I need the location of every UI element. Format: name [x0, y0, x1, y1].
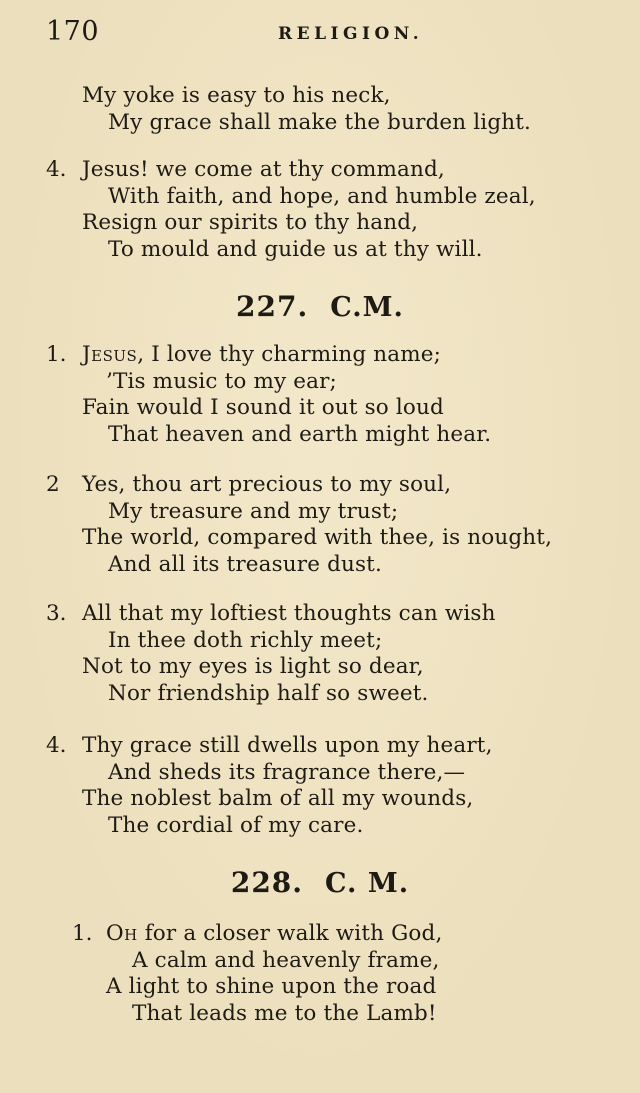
verse-initial-word: Oh [106, 921, 138, 946]
verse-line: Jesus! we come at thy command, [82, 157, 445, 182]
page-header [46, 14, 640, 54]
verse-line [82, 342, 441, 367]
verse-line: And all its treasure dust. [108, 552, 382, 577]
verse-line: That heaven and earth might hear. [108, 422, 492, 447]
verse-line: The noblest balm of all my wounds, [82, 786, 474, 811]
verse-line: To mould and guide us at thy will. [108, 237, 483, 262]
verse-initial-word: Jesus [82, 342, 138, 367]
hymn-meter: C.M. [330, 292, 404, 323]
hymn-228-heading [0, 866, 640, 899]
verse-line [106, 921, 442, 946]
verse-line: My grace shall make the burden light. [108, 110, 532, 135]
running-title: RELIGION. [278, 24, 424, 44]
verse-line: In thee doth richly meet; [108, 628, 383, 653]
verse-line: Thy grace still dwells upon my heart, [82, 733, 493, 758]
verse-line: With faith, and hope, and humble zeal, [108, 184, 536, 209]
verse-number: 4. [46, 157, 67, 182]
verse-line: That leads me to the Lamb! [132, 1001, 437, 1026]
verse-line: ’Tis music to my ear; [106, 369, 337, 394]
verse-line: My yoke is easy to his neck, [82, 83, 391, 108]
page-number: 170 [46, 16, 100, 47]
verse-line: All that my loftiest thoughts can wish [82, 601, 496, 626]
verse-number: 2 [46, 472, 60, 497]
verse-number: 1. [72, 921, 93, 946]
verse-line: Resign our spirits to thy hand, [82, 210, 419, 235]
verse-line: Fain would I sound it out so loud [82, 395, 444, 420]
verse-line: A calm and heavenly frame, [132, 948, 440, 973]
verse-line: Nor friendship half so sweet. [108, 681, 429, 706]
hymn-number: 228. [230, 866, 304, 899]
verse-line-rest: , I love thy charming name; [137, 342, 442, 367]
verse-line: The cordial of my care. [108, 813, 364, 838]
verse-line: Not to my eyes is light so dear, [82, 654, 424, 679]
verse-line: My treasure and my trust; [108, 499, 399, 524]
verse-line: And sheds its fragrance there,— [108, 760, 466, 785]
verse-number: 4. [46, 733, 67, 758]
hymn-meter: C. M. [325, 868, 410, 899]
verse-line-rest: for a closer walk with God, [137, 921, 443, 946]
verse-number: 3. [46, 601, 67, 626]
verse-line: Yes, thou art precious to my soul, [82, 472, 452, 497]
hymn-number: 227. [236, 290, 309, 323]
verse-line: A light to shine upon the road [106, 974, 437, 999]
verse-line: The world, compared with thee, is nought, [82, 525, 553, 550]
verse-number: 1. [46, 342, 67, 367]
hymn-227-heading [0, 290, 640, 323]
